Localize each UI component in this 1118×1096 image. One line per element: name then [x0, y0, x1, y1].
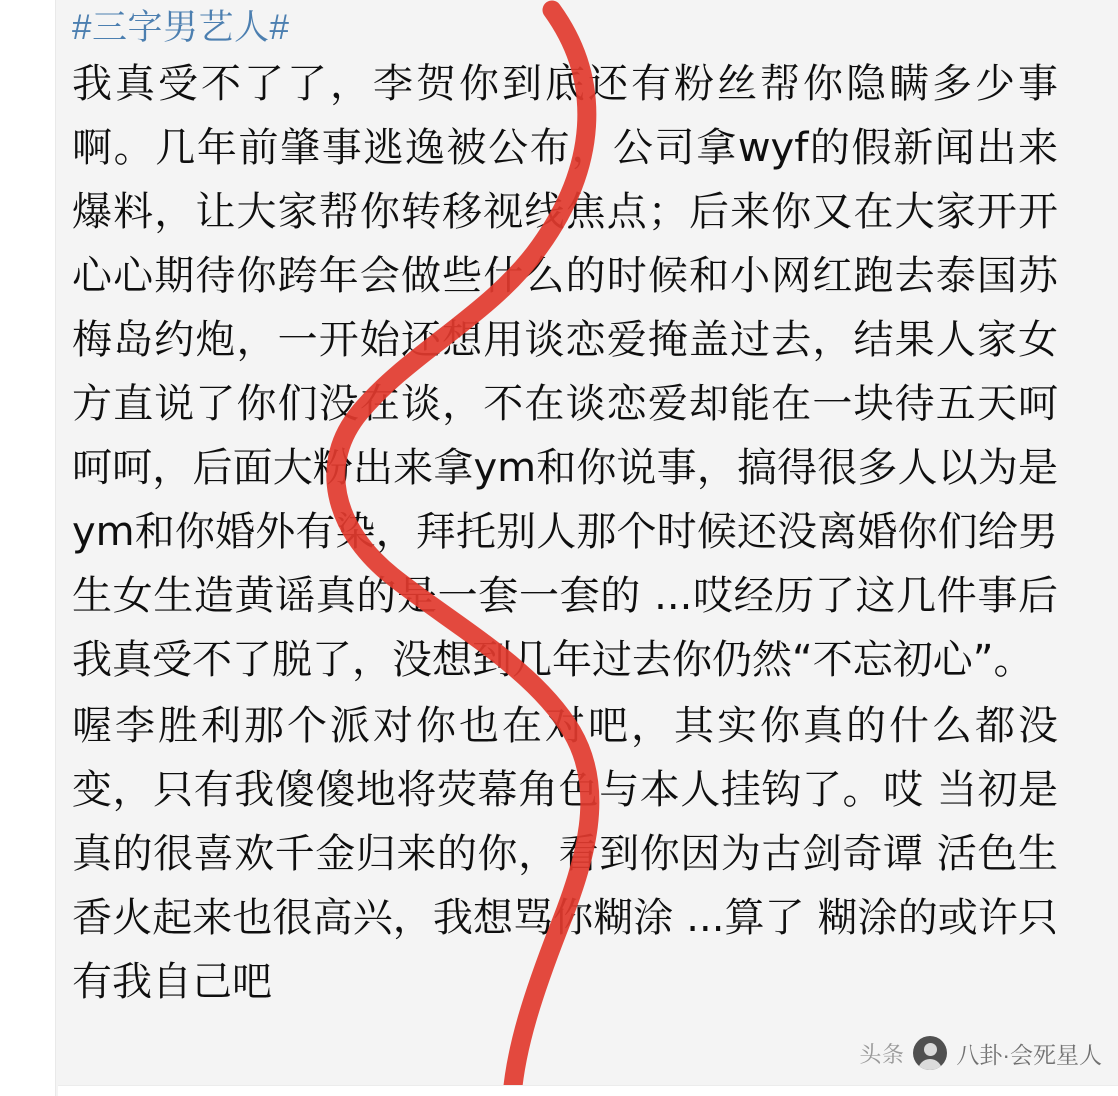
bottom-divider [58, 1085, 1118, 1096]
left-gutter [0, 0, 56, 1096]
watermark-source: 头条 [859, 1041, 905, 1067]
post-paragraph-2: 喔李胜利那个派对你也在对吧，其实你真的什么都没变，只有我傻傻地将荧幕角色与本人挂钩了。哎 当初是真的很喜欢千金归来的你，看到你因为古剑奇谭 活色生香火起来也很高兴，我想骂你糊涂 ...算了 糊涂的或许只有我自己吧 [72, 702, 1058, 1005]
hashtag-link[interactable]: #三字男艺人# [72, 8, 290, 47]
post-paragraph-1: 我真受不了了，李贺你到底还有粉丝帮你隐瞒多少事啊。几年前肇事逃逸被公布，公司拿wyf的假新闻出来爆料，让大家帮你转移视线焦点；后来你又在大家开开心心期待你跨年会做些什么的时候和小网红跑去泰国苏梅岛约炮，一开始还想用谈恋爱掩盖过去，结果人家女方直说了你们没在谈，不在谈恋爱却能在一块待五天呵呵呵，后面大粉出来拿ym和你说事，搞得很多人以为是ym和你婚外有染，拜托别人那个时候还没离婚你们给男生女生造黄谣真的是一套一套的 ...哎经历了这几件事后我真受不了脱了，没想到几年过去你仍然“不忘初心”。 [72, 60, 1058, 683]
post-content [58, 0, 1058, 1014]
watermark [859, 1036, 1102, 1070]
watermark-account-name: 八卦·会死星人 [956, 1041, 1102, 1068]
avatar [913, 1036, 947, 1070]
